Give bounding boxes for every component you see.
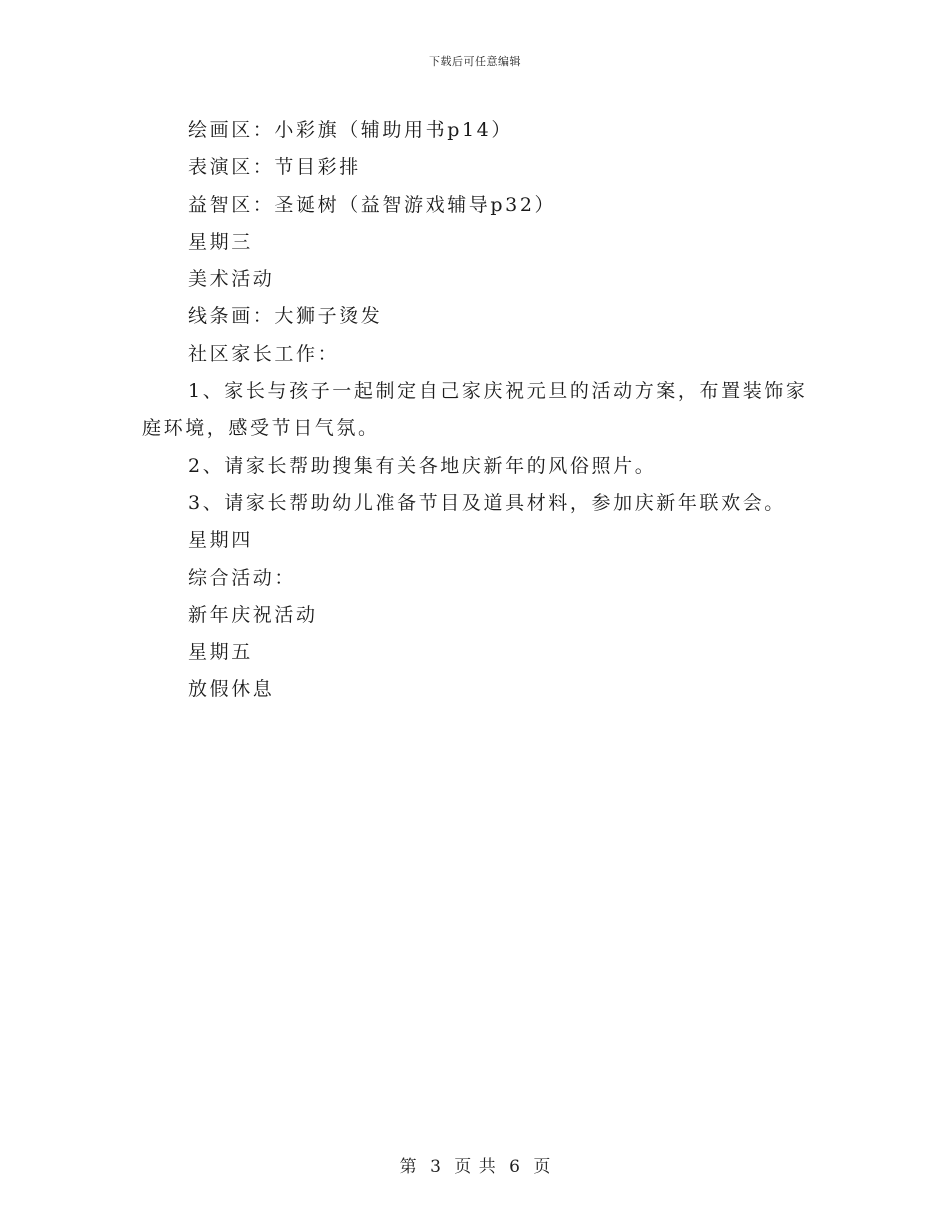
section-heading-thursday: 星期四 [188, 529, 253, 552]
footer-mid: 页 共 [454, 1157, 496, 1177]
current-page-number: 3 [430, 1157, 441, 1177]
text-line: 综合活动： [188, 566, 297, 589]
footer-prefix: 第 [399, 1157, 417, 1177]
text-line: 放假休息 [188, 678, 275, 701]
section-heading-friday: 星期五 [188, 641, 253, 664]
paragraph: 1、家长与孩子一起制定自己家庆祝元旦的活动方案，布置装饰家庭环境，感受节日气氛。 [142, 380, 808, 440]
text-line: 社区家长工作： [188, 342, 340, 365]
text-line: 2、请家长帮助搜集有关各地庆新年的风俗照片。 [188, 454, 657, 477]
page-footer [0, 1152, 950, 1177]
text-line: 绘画区：小彩旗（辅助用书p14） [188, 119, 513, 141]
total-pages-number: 6 [509, 1157, 520, 1177]
section-heading-wednesday: 星期三 [188, 230, 253, 253]
text-line: 新年庆祝活动 [188, 603, 318, 626]
document-body [142, 112, 822, 709]
text-line: 3、请家长帮助幼儿准备节目及道具材料，参加庆新年联欢会。 [188, 491, 786, 514]
text-line: 表演区：节目彩排 [188, 156, 361, 179]
text-line: 线条画：大狮子烫发 [188, 305, 383, 328]
footer-suffix: 页 [533, 1157, 551, 1177]
page-header: 下载后可任意编辑 [429, 55, 521, 68]
text-line: 益智区：圣诞树（益智游戏辅导p32） [188, 193, 557, 216]
text-line: 美术活动 [188, 268, 275, 291]
